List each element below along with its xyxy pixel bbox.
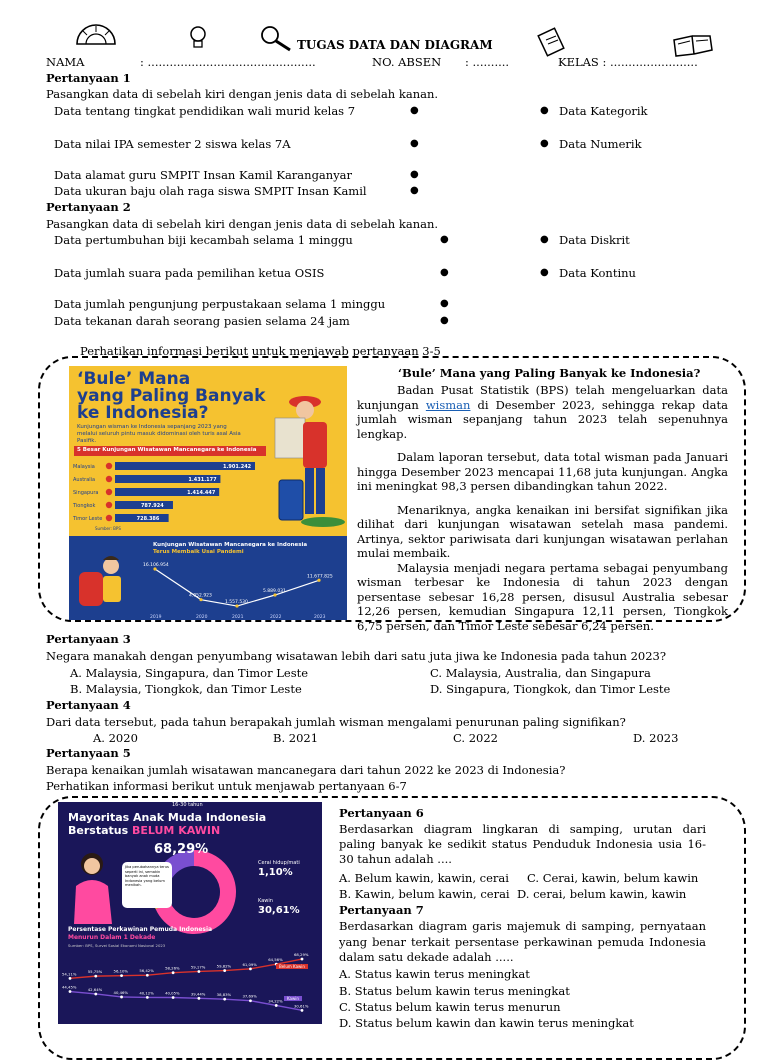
line-value-label: 59,17% [190, 964, 206, 970]
flag-icon [106, 476, 112, 482]
line-point [197, 970, 200, 973]
q7-title: Pertanyaan 7 [339, 903, 424, 917]
year-tick-label: 2020 [196, 615, 208, 620]
match-dot[interactable]: ● [540, 138, 549, 149]
q2-right-item: Data Diskrit [559, 233, 630, 247]
line-value-label: 39,44% [190, 991, 206, 997]
q6-option-b[interactable]: B. Kawin, belum kawin, cerai [339, 887, 510, 901]
bar-chart-title: 5 Besar Kunjungan Wisatawan Mancanegara ke Indonesia [77, 447, 257, 453]
lightbulb-icon [186, 24, 210, 50]
line-point [223, 998, 226, 1001]
flag-icon [106, 463, 112, 469]
bar-source: Sumber: BPS [95, 526, 121, 531]
bar-country-label: Singapura [73, 490, 99, 496]
flag-icon [106, 515, 112, 521]
speech-bubble: Jika perubahannya terus seperti ini, semakin banyak anak muda Indonesia yang belum menikah. [122, 862, 172, 908]
marriage-line-chart [58, 948, 322, 1024]
q4-option-a[interactable]: A. 2020 [93, 731, 138, 745]
q7-question: Berdasarkan diagram garis majemuk di samping, pernyataan yang benar terkait persentase perkawinan pemuda Indonesia dalam satu dekade adalah ..... [339, 919, 706, 964]
q6-question: Berdasarkan diagram lingkaran di samping, urutan dari paling banyak ke sedikit status Penduduk Indonesia usia 16-30 tahun adalah .... [339, 822, 706, 866]
q7-option-b[interactable]: B. Status belum kawin terus meningkat [339, 984, 570, 998]
tourism-bar-chart [69, 458, 269, 530]
bar-value-label: 787.924 [140, 503, 164, 509]
belum-kawin-pct: 68,29% [154, 842, 209, 857]
info1-intro: Perhatikan informasi berikut untuk menjawab pertanyaan 3-5 [80, 344, 441, 358]
line-value-label: 68,29% [294, 952, 309, 958]
kawin-pct: 30,61% [258, 905, 300, 916]
q1-left-item: Data ukuran baju olah raga siswa SMPIT Insan Kamil [54, 184, 367, 198]
marriage-source: Sumber: BPS, Survei Sosial Ekonomi Nasional 2023 [68, 943, 166, 948]
line-point [146, 996, 149, 999]
line-point [120, 996, 123, 999]
q1-right-item: Data Kategorik [559, 104, 648, 118]
q1-left-item: Data alamat guru SMPIT Insan Kamil Karanganyar [54, 168, 353, 182]
kelas-field[interactable]: KELAS : ........................ [558, 55, 698, 69]
info2-intro: Perhatikan informasi berikut untuk menjawab pertanyaan 6-7 [46, 779, 407, 793]
q7-option-c[interactable]: C. Status belum kawin terus menurun [339, 1000, 561, 1014]
article-paragraph [357, 383, 728, 441]
match-dot[interactable]: ● [440, 234, 449, 245]
absen-label: NO. ABSEN [372, 55, 442, 69]
line-point [172, 971, 175, 974]
bar-value-label: 1.414.447 [187, 490, 216, 496]
tourism-infographic [69, 366, 347, 620]
legend-belum-kawin: Belum Kawin [276, 964, 308, 969]
infographic-title-2: yang Paling Banyak [77, 386, 266, 406]
line-point [94, 993, 97, 996]
bar-value-label: 728.386 [136, 516, 160, 522]
q4-question: Dari data tersebut, pada tahun berapakah jumlah wisman mengalami penurunan paling signifikan? [46, 715, 626, 729]
nama-label: NAMA [46, 55, 85, 69]
year-tick-label: 2023 [314, 615, 326, 620]
line-value-label: 30,61% [294, 1003, 309, 1009]
q4-option-c[interactable]: C. 2022 [453, 731, 498, 745]
line-value-label: 54,11% [62, 971, 77, 977]
cerai-label: Cerai hidup/mati [258, 860, 300, 866]
q1-title: Pertanyaan 1 [46, 71, 131, 85]
clipboard-icon [536, 26, 568, 58]
kawin-label: Kawin [258, 898, 273, 904]
q2-right-item: Data Kontinu [559, 266, 636, 280]
q2-instruction: Pasangkan data di sebelah kiri dengan jenis data di sebelah kanan. [46, 217, 439, 231]
flag-icon [106, 502, 112, 508]
marriage-title-1: Mayoritas Anak Muda Indonesia [68, 811, 267, 824]
nama-field[interactable]: : .............................................. [140, 55, 316, 69]
marriage-title-2b: BELUM KAWIN [131, 824, 221, 837]
q6-option-a[interactable]: A. Belum kawin, kawin, cerai [339, 871, 509, 885]
q2-title: Pertanyaan 2 [46, 200, 131, 214]
marriage-line-title-1: Persentase Perkawinan Pemuda Indonesia [68, 926, 213, 933]
magnifier-icon [258, 24, 294, 52]
q6-title: Pertanyaan 6 [339, 806, 424, 820]
q2-left-item: Data jumlah pengunjung perpustakaan selama 1 minggu [54, 297, 386, 311]
line-point [69, 977, 72, 980]
infographic-subtitle: Kunjungan wisman ke Indonesia sepanjang 2023 yang melalui seluruh pintu masuk didominasi oleh turis asal Asia Pasifik. [77, 424, 241, 444]
line-value-label: 5.889.031 [263, 589, 286, 595]
line-value-label: 56,10% [113, 968, 129, 974]
marriage-line-title-2: Menurun Dalam 1 Dekade [68, 934, 156, 941]
match-dot[interactable]: ● [410, 169, 419, 180]
line-point [120, 974, 123, 977]
line-point [69, 990, 72, 993]
marriage-infographic [58, 802, 322, 1024]
line-point [172, 996, 175, 999]
bar-country-label: Malaysia [73, 464, 95, 470]
q4-option-d[interactable]: D. 2023 [633, 731, 679, 745]
line-value-label: 34,22% [268, 998, 283, 1004]
line-value-label: 40,05% [165, 990, 180, 996]
line-series [70, 959, 302, 978]
line-value-label: 64,56% [268, 957, 283, 963]
match-dot[interactable]: ● [540, 267, 549, 278]
legend-kawin: Kawin [284, 996, 302, 1001]
article-paragraph: Dalam laporan tersebut, data total wisman pada Januari hingga Desember 2023 mencapai 11,68 juta kunjungan. Angka ini meningkat 98,3 persen dibandingkan tahun 2022. [357, 450, 728, 493]
line-point [301, 1009, 304, 1012]
article-paragraph: Malaysia menjadi negara pertama sebagai penyumbang wisman terbesar ke Indonesia di tahun 2023 dengan persentase sebesar 16,28 persen, disusul Australia sebesar 12,26 persen, kemudian Singapura 12,11 persen, Tiongkok 6,75 persen, dan Timor Leste sebesar 6,24 persen. [357, 560, 728, 633]
q6-option-c[interactable]: C. Cerai, kawin, belum kawin [527, 871, 699, 885]
q3-option-a[interactable]: A. Malaysia, Singapura, dan Timor Leste [70, 666, 309, 680]
bar-value-label: 1.431.177 [188, 477, 217, 483]
q2-left-item: Data pertumbuhan biji kecambah selama 1 minggu [54, 233, 353, 247]
q1-instruction: Pasangkan data di sebelah kiri dengan jenis data di sebelah kanan. [46, 87, 439, 101]
line-point [146, 974, 149, 977]
article-body [357, 383, 728, 633]
line-point [301, 958, 304, 961]
match-dot[interactable]: ● [440, 315, 449, 326]
match-dot[interactable]: ● [440, 298, 449, 309]
infographic-title-3: ke Indonesia? [77, 403, 209, 423]
match-dot[interactable]: ● [540, 105, 549, 116]
line-point [94, 975, 97, 978]
bar-country-label: Timor Leste [73, 516, 103, 522]
traveler-illustration [265, 388, 347, 536]
worksheet-title: TUGAS DATA DAN DIAGRAM [297, 38, 493, 52]
line-point [275, 1004, 278, 1007]
line-value-label: 40,46% [113, 989, 129, 995]
year-tick-label: 2019 [150, 615, 162, 620]
q7-option-a[interactable]: A. Status kawin terus meningkat [339, 967, 530, 981]
line-value-label: 16.106.954 [143, 563, 169, 569]
q2-left-item: Data jumlah suara pada pemilihan ketua OSIS [54, 266, 325, 280]
line-value-label: 58,26% [165, 965, 180, 971]
q2-left-item: Data tekanan darah seorang pasien selama 24 jam [54, 314, 350, 328]
marriage-title-2a: Berstatus [68, 824, 132, 837]
bar-country-label: Australia [73, 477, 96, 483]
q1-right-item: Data Numerik [559, 137, 642, 151]
q5-title: Pertanyaan 5 [46, 746, 131, 760]
match-dot[interactable]: ● [410, 138, 419, 149]
line-value-label: 56,42% [139, 968, 154, 974]
wisman-link[interactable]: wisman [425, 397, 471, 412]
line-value-label: 38,83% [216, 992, 232, 998]
q3-option-d[interactable]: D. Singapura, Tiongkok, dan Timor Leste [430, 682, 671, 696]
q3-title: Pertanyaan 3 [46, 632, 131, 646]
line-point [249, 999, 252, 1002]
age-range: 16-30 tahun [172, 802, 203, 808]
q3-question: Negara manakah dengan penyumbang wisatawan lebih dari satu juta jiwa ke Indonesia pada tahun 2023? [46, 649, 667, 663]
q3-option-c[interactable]: C. Malaysia, Australia, dan Singapura [430, 666, 651, 680]
q4-title: Pertanyaan 4 [46, 698, 131, 712]
woman-illustration [66, 846, 124, 924]
cerai-pct: 1,10% [258, 867, 293, 878]
line-value-label: 4.052.923 [189, 593, 212, 599]
article-text: di Desember 2023, sehingga rekap data jumlah wisman sepanjang tahun 2023 telah sepenuhnya lengkap. [357, 397, 728, 441]
match-dot[interactable]: ● [410, 105, 419, 116]
line-value-label: 42,64% [87, 986, 103, 992]
q1-left-item: Data tentang tingkat pendidikan wali murid kelas 7 [54, 104, 356, 118]
line-point [249, 967, 252, 970]
line-value-label: 37,69% [242, 993, 257, 999]
line-value-label: 1.557.530 [225, 600, 248, 606]
line-value-label: 55,75% [87, 969, 103, 975]
backpacker-illustration [71, 550, 141, 620]
line-chart-title-2: Terus Membaik Usai Pandemi [153, 549, 244, 555]
infographic-title-1: ‘Bule’ Mana [77, 369, 191, 389]
match-dot[interactable]: ● [540, 234, 549, 245]
match-dot[interactable]: ● [440, 267, 449, 278]
q7-option-d[interactable]: D. Status belum kawin dan kawin terus meningkat [339, 1016, 634, 1030]
q1-left-item: Data nilai IPA semester 2 siswa kelas 7A [54, 137, 291, 151]
bar-value-label: 1.901.242 [223, 464, 252, 470]
line-value-label: 40,12% [139, 990, 154, 996]
protractor-icon [74, 22, 118, 48]
year-tick-label: 2022 [270, 615, 282, 620]
match-dot[interactable]: ● [410, 185, 419, 196]
article-title: ‘Bule’ Mana yang Paling Banyak ke Indonesia? [398, 366, 701, 380]
line-chart-title-1: Kunjungan Wisatawan Mancanegara ke Indonesia [153, 542, 308, 548]
absen-field[interactable]: : .......... [465, 55, 510, 69]
line-value-label: 59,82% [216, 963, 232, 969]
line-point [223, 969, 226, 972]
q3-option-b[interactable]: B. Malaysia, Tiongkok, dan Timor Leste [70, 682, 302, 696]
line-value-label: 61,09% [242, 961, 257, 967]
line-value-label: 11.677.825 [307, 574, 333, 580]
article-paragraph: Menariknya, angka kenaikan ini bersifat signifikan jika dilihat dari kunjungan wisatawan setelah masa pandemi. Artinya, sektor pariwisata dari kunjungan wisatawan perlahan mulai membaik. [357, 502, 728, 560]
article-text: Badan Pusat Statistik (BPS) telah mengeluarkan data kunjungan [357, 383, 728, 412]
bar-country-label: Tiongkok [73, 503, 96, 509]
line-value-label: 44,45% [62, 984, 77, 990]
q6-option-d[interactable]: D. cerai, belum kawin, kawin [517, 887, 687, 901]
line-point [197, 997, 200, 1000]
flag-icon [106, 489, 112, 495]
year-tick-label: 2021 [232, 615, 244, 620]
q4-option-b[interactable]: B. 2021 [273, 731, 319, 745]
q5-question: Berapa kenaikan jumlah wisatawan mancanegara dari tahun 2022 ke 2023 di Indonesia? [46, 763, 566, 777]
